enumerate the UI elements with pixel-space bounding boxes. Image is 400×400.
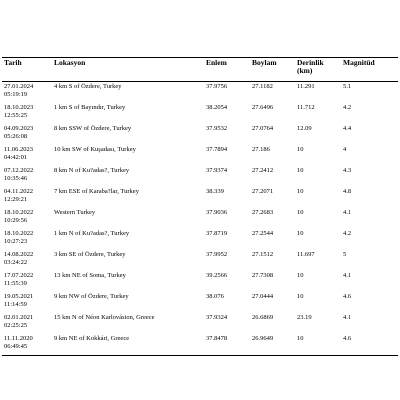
table-header — [2, 58, 398, 82]
cell-location: 13 km NE of Soma, Turkey — [54, 272, 126, 279]
cell-time: 02:25:25 — [4, 322, 28, 329]
cell-depth: 10 — [297, 293, 304, 300]
cell-datetime — [2, 103, 52, 124]
cell-datetime — [2, 250, 52, 271]
cell-location: 1 km S of Bayındır, Turkey — [54, 104, 126, 111]
cell-longitude: 26.6869 — [252, 314, 274, 321]
cell-date: 04.11.2022 — [4, 188, 34, 195]
table-row — [2, 292, 398, 313]
table-row — [2, 145, 398, 166]
cell-datetime — [2, 82, 52, 104]
cell-depth: 11.291 — [297, 83, 315, 90]
cell-latitude: 37.9952 — [206, 251, 228, 258]
table-row — [2, 208, 398, 229]
header-magnitude: Magnitüd — [341, 58, 398, 82]
cell-time: 05:19:19 — [4, 91, 28, 98]
cell-datetime — [2, 187, 52, 208]
cell-datetime — [2, 334, 52, 356]
cell-latitude: 37.7894 — [206, 146, 228, 153]
cell-longitude: 27.0764 — [252, 125, 274, 132]
cell-time: 10:27:23 — [4, 238, 28, 245]
table-row — [2, 271, 398, 292]
table-row — [2, 334, 398, 356]
cell-time: 11:55:39 — [4, 280, 27, 287]
cell-magnitude: 4.6 — [341, 334, 398, 356]
cell-date: 18.10.2023 — [4, 104, 34, 111]
cell-date: 17.07.2022 — [4, 272, 34, 279]
cell-location: 8 km SSW of Özdere, Turkey — [54, 125, 132, 132]
cell-time: 05:26:08 — [4, 133, 28, 140]
cell-depth: 11.697 — [297, 251, 315, 258]
cell-location: 10 km SW of Kuşadası, Turkey — [54, 146, 136, 153]
cell-location: 7 km ESE of Karaba?lar, Turkey — [54, 188, 139, 195]
header-location: Lokasyon — [52, 58, 204, 82]
cell-datetime — [2, 229, 52, 250]
cell-magnitude: 4.2 — [343, 104, 352, 111]
cell-location: 8 km N of Ku?adas?, Turkey — [54, 167, 130, 174]
cell-depth: 10 — [297, 272, 304, 279]
cell-time: 12:29:21 — [4, 196, 28, 203]
cell-datetime — [2, 313, 52, 334]
cell-longitude: 27.1512 — [252, 251, 274, 258]
cell-latitude: 39.2566 — [206, 272, 228, 279]
cell-date: 18.10.2022 — [4, 209, 34, 216]
cell-longitude: 27.0444 — [252, 293, 274, 300]
cell-depth: 23.19 — [297, 314, 312, 321]
cell-location: 1 km N of Ku?adas?, Turkey — [54, 230, 130, 237]
cell-time: 06:49:45 — [4, 343, 28, 350]
cell-date: 11.06.2023 — [4, 146, 34, 153]
cell-depth: 12.09 — [297, 125, 312, 132]
cell-latitude: 37.9374 — [206, 167, 228, 174]
cell-magnitude: 4.8 — [343, 188, 352, 195]
cell-magnitude: 4.1 — [343, 314, 352, 321]
cell-longitude: 27.1182 — [252, 83, 273, 90]
cell-datetime — [2, 124, 52, 145]
header-longitude: Boylam — [250, 58, 295, 82]
cell-magnitude: 4.1 — [343, 209, 352, 216]
cell-longitude: 26.9649 — [250, 334, 295, 356]
cell-time: 12:55:25 — [4, 112, 28, 119]
cell-date: 02.01.2021 — [4, 314, 34, 321]
cell-latitude: 38.076 — [206, 293, 224, 300]
cell-magnitude: 4 — [343, 146, 347, 153]
cell-latitude: 37.8719 — [206, 230, 228, 237]
cell-latitude: 37.9036 — [206, 209, 228, 216]
cell-magnitude: 4.1 — [343, 272, 352, 279]
cell-magnitude: 4.6 — [343, 293, 352, 300]
cell-date: 11.11.2020 — [4, 335, 33, 342]
table-row — [2, 124, 398, 145]
cell-depth: 10 — [297, 167, 304, 174]
cell-location: 3 km SE of Özdere, Turkey — [54, 251, 126, 258]
table-row — [2, 103, 398, 124]
cell-datetime — [2, 208, 52, 229]
table-row — [2, 187, 398, 208]
cell-latitude: 38.339 — [206, 188, 224, 195]
cell-longitude: 27.2412 — [252, 167, 274, 174]
cell-latitude: 38.2054 — [206, 104, 228, 111]
cell-date: 14.08.2022 — [4, 251, 34, 258]
earthquake-table — [2, 57, 398, 356]
cell-latitude: 37.9756 — [206, 83, 228, 90]
cell-time: 04:42:01 — [4, 154, 28, 161]
cell-location: Western Turkey — [54, 209, 96, 216]
cell-time: 11:14:59 — [4, 301, 27, 308]
header-date: Tarih — [2, 58, 52, 82]
table-row — [2, 250, 398, 271]
cell-time: 03:24:22 — [4, 259, 28, 266]
cell-time: 10:29:56 — [4, 217, 28, 224]
header-depth: Derinlik (km) — [295, 58, 341, 82]
header-row — [2, 58, 398, 82]
cell-latitude: 37.9324 — [206, 314, 228, 321]
cell-date: 27.01.2024 — [4, 83, 34, 90]
cell-location: 9 km NW of Özdere, Turkey — [54, 293, 129, 300]
cell-datetime — [2, 271, 52, 292]
cell-depth: 10 — [297, 209, 304, 216]
cell-longitude: 27.7308 — [252, 272, 274, 279]
cell-datetime — [2, 166, 52, 187]
cell-depth: 11.712 — [297, 104, 315, 111]
cell-time: 10:35:46 — [4, 175, 28, 182]
cell-date: 04.09.2023 — [4, 125, 34, 132]
cell-longitude: 27.2683 — [252, 209, 274, 216]
cell-magnitude: 4.2 — [343, 230, 352, 237]
table-row — [2, 313, 398, 334]
cell-magnitude: 4.3 — [343, 167, 352, 174]
table-body — [2, 82, 398, 356]
cell-longitude: 27.6496 — [252, 104, 274, 111]
cell-datetime — [2, 292, 52, 313]
cell-location: 9 km NE of Kokkári, Greece — [52, 334, 204, 356]
header-latitude: Enlem — [204, 58, 250, 82]
table-row — [2, 166, 398, 187]
cell-magnitude: 5 — [343, 251, 347, 258]
table-row — [2, 82, 398, 104]
cell-date: 18.10.2022 — [4, 230, 34, 237]
cell-magnitude: 4.4 — [343, 125, 352, 132]
cell-latitude: 37.9532 — [206, 125, 228, 132]
cell-depth: 10 — [295, 334, 341, 356]
cell-depth: 10 — [297, 188, 304, 195]
cell-longitude: 27.186 — [252, 146, 270, 153]
cell-longitude: 27.2071 — [252, 188, 274, 195]
cell-location: 15 km N of Néon Karlovásion, Greece — [54, 314, 155, 321]
cell-depth: 10 — [297, 146, 304, 153]
table-row — [2, 229, 398, 250]
cell-date: 19.05.2021 — [4, 293, 34, 300]
cell-location: 4 km S of Özdere, Turkey — [54, 83, 122, 90]
cell-depth: 10 — [297, 230, 304, 237]
cell-datetime — [2, 145, 52, 166]
cell-latitude: 37.8478 — [204, 334, 250, 356]
cell-longitude: 27.2544 — [252, 230, 274, 237]
cell-magnitude: 5.1 — [343, 83, 352, 90]
cell-date: 07.12.2022 — [4, 167, 34, 174]
